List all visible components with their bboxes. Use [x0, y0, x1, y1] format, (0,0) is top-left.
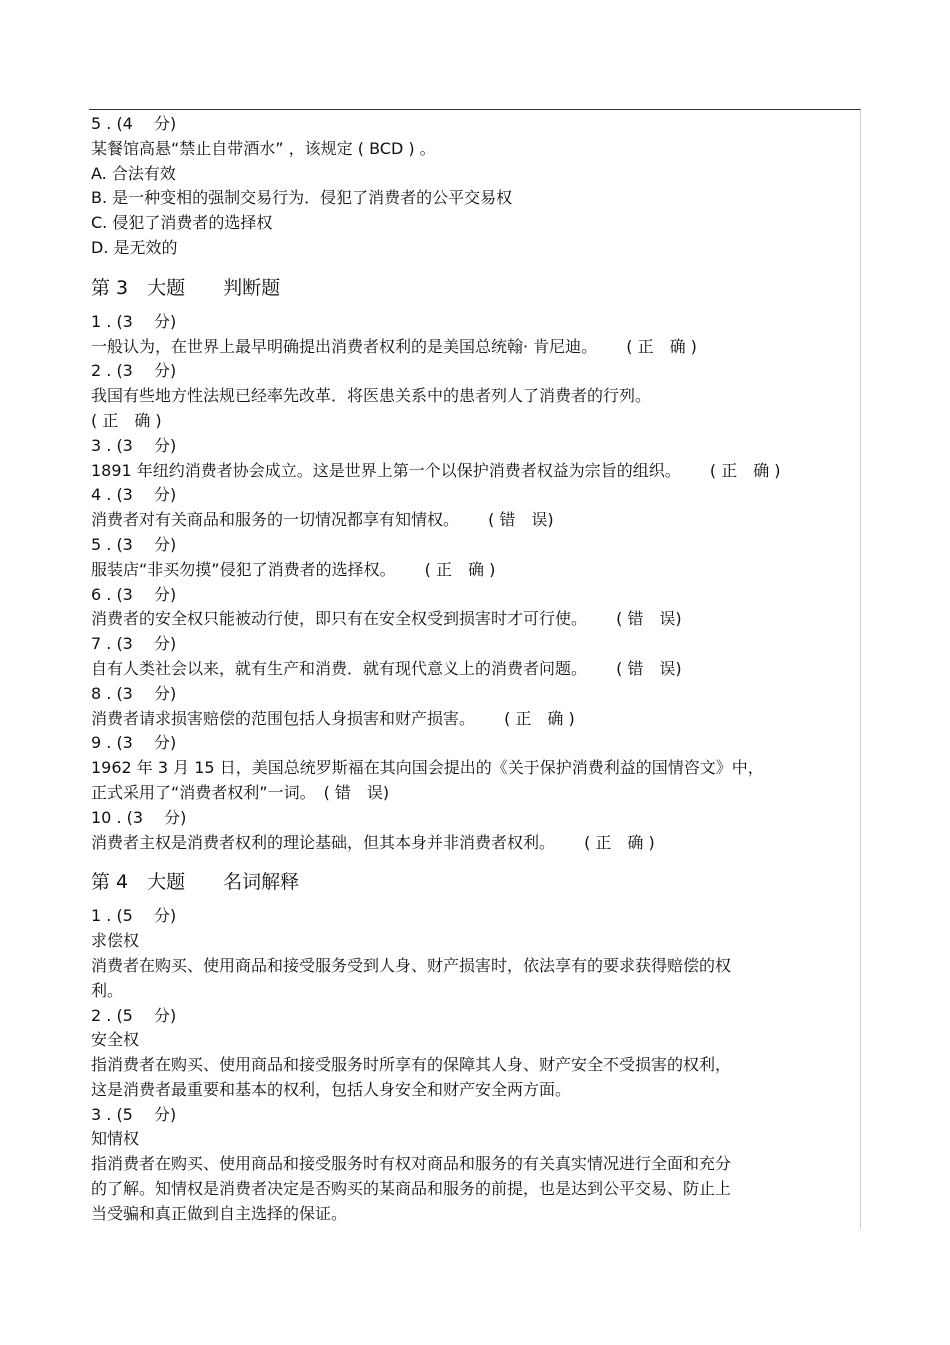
term: 安全权 [91, 1030, 140, 1050]
question-header: 2 . (5 分) [91, 1005, 177, 1025]
tf-question-6 [91, 583, 856, 633]
question-text: 某餐馆高悬“禁止自带酒水” ，该规定 ( BCD ) 。 [91, 138, 436, 158]
question-header: 8 . (3 分) [91, 683, 177, 703]
option-a: A. 合法有效 [91, 163, 176, 183]
question-text: 自有人类社会以来，就有生产和消费．就有现代意义上的消费者问题。 ( 错 误) [91, 658, 682, 678]
question-text: 服装店“非买勿摸”侵犯了消费者的选择权。 ( 正 确 ) [91, 559, 496, 579]
definition-question-3 [91, 1103, 856, 1227]
tf-question-9 [91, 731, 856, 805]
question-header: 5 . (4 分) [91, 114, 177, 133]
term: 知情权 [91, 1129, 140, 1149]
tf-question-7 [91, 632, 856, 682]
definition-line: 消费者在购买、使用商品和接受服务受到人身、财产损害时，依法享有的要求获得赔偿的权 [91, 955, 732, 975]
tf-question-5 [91, 533, 856, 583]
question-text-continued: 正式采用了“消费者权利”一词。 ( 错 误) [91, 782, 390, 802]
question-header: 5 . (3 分) [91, 534, 177, 554]
question-text: 1891 年纽约消费者协会成立。这是世界上第一个以保护消费者权益为宗旨的组织。 ( 正 确 ) [91, 460, 781, 480]
option-b: B. 是一种变相的强制交易行为．侵犯了消费者的公平交易权 [91, 188, 513, 208]
definition-line: 指消费者在购买、使用商品和接受服务时有权对商品和服务的有关真实情况进行全面和充分 [91, 1154, 732, 1174]
question-text: 消费者请求损害赔偿的范围包括人身损害和财产损害。 ( 正 确 ) [91, 708, 575, 728]
document-content [91, 112, 856, 1227]
question-header: 4 . (3 分) [91, 485, 177, 505]
question-header: 9 . (3 分) [91, 733, 177, 753]
question-5-multiple-choice [91, 112, 856, 261]
section-4-title: 第 4 大题 名词解释 [91, 871, 300, 894]
section-4-items [91, 904, 856, 1226]
question-header: 1 . (5 分) [91, 906, 177, 926]
question-text: 消费者的安全权只能被动行使，即只有在安全权受到损害时才可行使。 ( 错 误) [91, 609, 682, 629]
question-text: 我国有些地方性法规已经率先改革．将医患关系中的患者列人了消费者的行列。 [91, 386, 652, 406]
definition-question-1 [91, 904, 856, 1003]
question-text: 消费者对有关商品和服务的一切情况都享有知情权。 ( 错 误) [91, 510, 554, 530]
question-text: 1962 年 3 月 15 日，美国总统罗斯福在其向国会提出的《关于保护消费利益的国情咨文》中， [91, 758, 764, 778]
question-text: 消费者主权是消费者权利的理论基础，但其本身并非消费者权利。 ( 正 确 ) [91, 832, 655, 852]
definition-question-2 [91, 1004, 856, 1103]
question-header: 10 . (3 分) [91, 807, 187, 827]
definition-line: 指消费者在购买、使用商品和接受服务时所享有的保障其人身、财产安全不受损害的权利， [91, 1055, 732, 1075]
tf-question-8 [91, 682, 856, 732]
definition-line: 利。 [91, 980, 124, 1000]
section-3-items [91, 310, 856, 856]
question-header: 3 . (5 分) [91, 1104, 177, 1124]
term: 求偿权 [91, 931, 140, 951]
tf-question-1 [91, 310, 856, 360]
option-d: D. 是无效的 [91, 237, 178, 257]
question-header: 6 . (3 分) [91, 584, 177, 604]
question-header: 3 . (3 分) [91, 435, 177, 455]
document-page [89, 109, 861, 1229]
option-c: C. 侵犯了消费者的选择权 [91, 213, 273, 233]
tf-question-10 [91, 806, 856, 856]
tf-question-2 [91, 359, 856, 433]
definition-line: 这是消费者最重要和基本的权利，包括人身安全和财产安全两方面。 [91, 1079, 572, 1099]
question-header: 2 . (3 分) [91, 361, 177, 381]
tf-question-4 [91, 483, 856, 533]
question-header: 1 . (3 分) [91, 311, 177, 331]
definition-line: 的了解。知情权是消费者决定是否购买的某商品和服务的前提，也是达到公平交易、防止上 [91, 1179, 732, 1199]
question-answer: ( 正 确 ) [91, 410, 162, 430]
question-text: 一般认为，在世界上最早明确提出消费者权利的是美国总统翰· 肯尼迪。 ( 正 确 ) [91, 336, 697, 356]
definition-line: 当受骗和真正做到自主选择的保证。 [91, 1203, 348, 1223]
section-3-title: 第 3 大题 判断题 [91, 276, 281, 299]
question-header: 7 . (3 分) [91, 634, 177, 654]
tf-question-3 [91, 434, 856, 484]
